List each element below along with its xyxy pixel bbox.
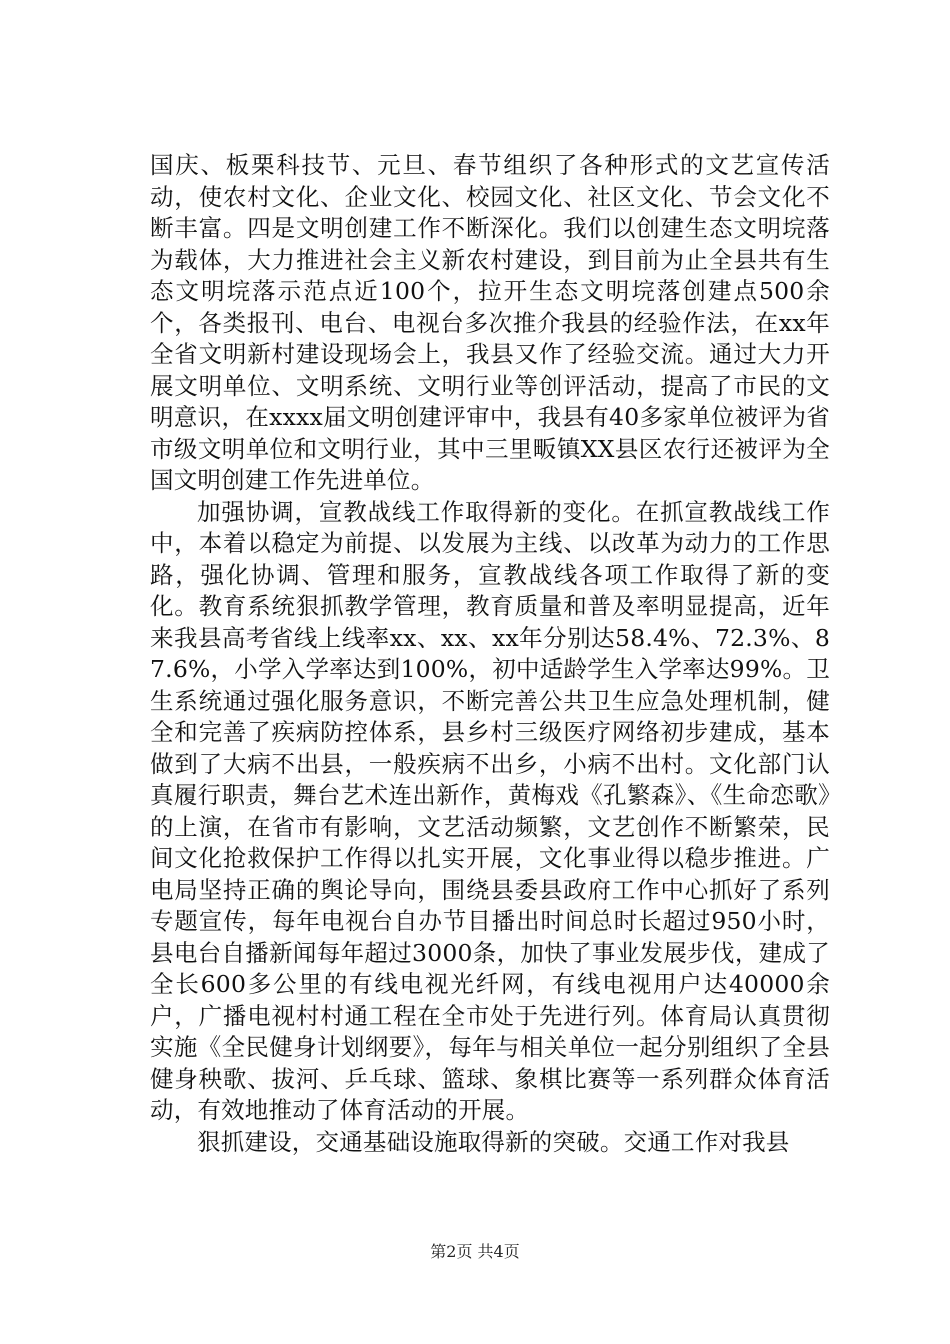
document-body [150, 150, 830, 1158]
paragraph: 加强协调，宣教战线工作取得新的变化。在抓宣教战线工作中，本着以稳定为前提、以发展为主线、以改革为动力的工作思路，强化协调、管理和服务，宣教战线各项工作取得了新的变化。教育系统狠抓教学管理，教育质量和普及率明显提高，近年来我县高考省线上线率xx、xx、xx年分别达58.4%、72.3%、87.6%，小学入学率达到100%，初中适龄学生入学率达99%。卫生系统通过强化服务意识，不断完善公共卫生应急处理机制，健全和完善了疾病防控体系，县乡村三级医疗网络初步建成，基本做到了大病不出县，一般疾病不出乡，小病不出村。文化部门认真履行职责，舞台艺术连出新作，黄梅戏《孔繁森》、《生命恋歌》的上演，在省市有影响，文艺活动频繁，文艺创作不断繁荣，民间文化抢救保护工作得以扎实开展，文化事业得以稳步推进。广电局坚持正确的舆论导向，围绕县委县政府工作中心抓好了系列专题宣传，每年电视台自办节目播出时间总时长超过950小时，县电台自播新闻每年超过3000条，加快了事业发展步伐，建成了全长600多公里的有线电视光纤网，有线电视用户达40000余户，广播电视村村通工程在全市处于先进行列。体育局认真贯彻实施《全民健身计划纲要》，每年与相关单位一起分别组织了全县健身秧歌、拔河、乒乓球、篮球、象棋比赛等一系列群众体育活动，有效地推动了体育活动的开展。 [150, 497, 830, 1124]
paragraph: 国庆、板栗科技节、元旦、春节组织了各种形式的文艺宣传活动，使农村文化、企业文化、校园文化、社区文化、节会文化不断丰富。四是文明创建工作不断深化。我们以创建生态文明垸落为载体，大力推进社会主义新农村建设，到目前为止全县共有生态文明垸落示范点近100个，拉开生态文明垸落创建点500余个，各类报刊、电台、电视台多次推介我县的经验作法，在xx年全省文明新村建设现场会上，我县又作了经验交流。通过大力开展文明单位、文明系统、文明行业等创评活动，提高了市民的文明意识，在xxxx届文明创建评审中，我县有40多家单位被评为省市级文明单位和文明行业，其中三里畈镇XX县区农行还被评为全国文明创建工作先进单位。 [150, 151, 830, 494]
paragraph: 狠抓建设，交通基础设施取得新的突破。交通工作对我县 [197, 1127, 790, 1156]
page-number-footer: 第2页 共4页 [430, 1242, 520, 1261]
